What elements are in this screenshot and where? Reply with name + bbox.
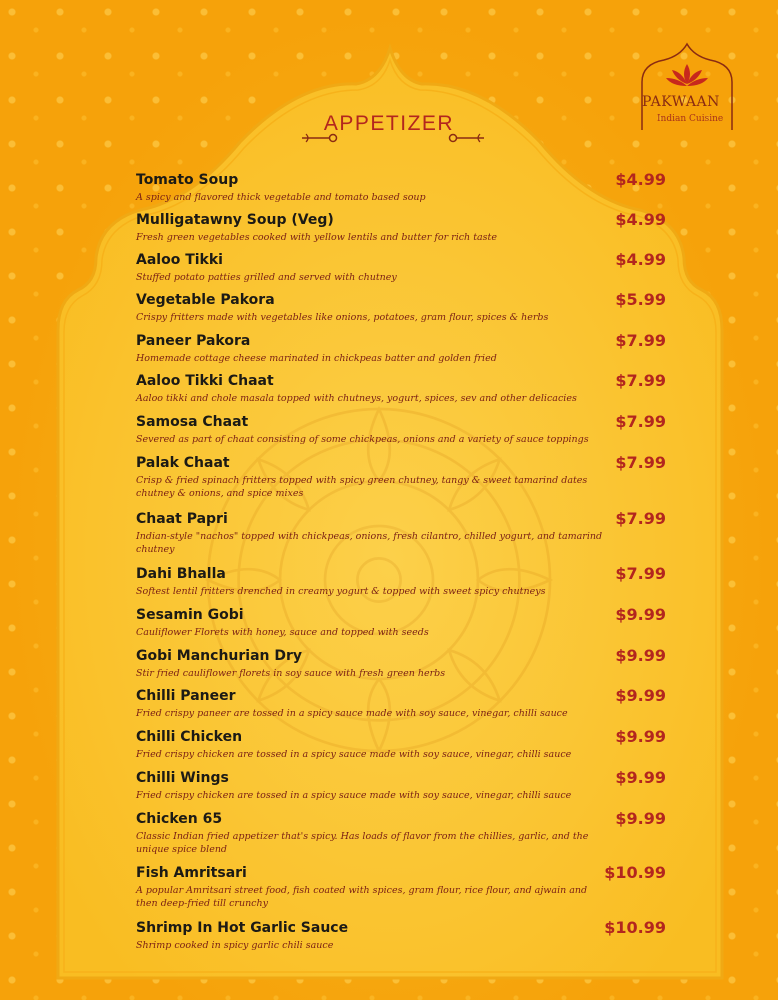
item-description: Severed as part of chaat consisting of some chickpeas, onions and a variety of sauce toppings [136, 434, 589, 445]
item-name: Fish Amritsari [136, 865, 247, 881]
item-name: Palak Chaat [136, 455, 230, 471]
item-name: Tomato Soup [136, 172, 239, 188]
menu-item [136, 212, 666, 244]
menu-item [136, 811, 666, 856]
item-description: Classic Indian fried appetizer that's spicy. Has loads of flavor from the chillies, garlic, and the unique spice blend [136, 831, 589, 855]
item-price: $9.99 [615, 605, 666, 624]
menu-item [136, 770, 666, 802]
item-description: Aaloo tikki and chole masala topped with chutneys, yogurt, spices, sev and other delicacies [136, 393, 577, 404]
item-description: Crisp & fried spinach fritters topped with spicy green chutney, tangy & sweet tamarind dates chutney & onions, and spice mixes [136, 475, 588, 499]
brand-name: PAKWAAN [642, 94, 720, 110]
right-ornament-icon [448, 132, 486, 144]
menu-item [136, 455, 666, 500]
item-description: Shrimp cooked in spicy garlic chili sauce [136, 940, 334, 951]
item-price: $4.99 [615, 170, 666, 189]
item-price: $4.99 [615, 210, 666, 229]
menu-item [136, 865, 666, 910]
item-name: Sesamin Gobi [136, 607, 244, 623]
item-name: Gobi Manchurian Dry [136, 648, 303, 664]
menu-item [136, 333, 666, 365]
item-description: Stir fried cauliflower florets in soy sauce with fresh green herbs [136, 668, 446, 679]
menu-item [136, 920, 666, 952]
item-price: $9.99 [615, 727, 666, 746]
item-name: Aaloo Tikki Chaat [136, 373, 274, 389]
item-description: Stuffed potato patties grilled and served with chutney [136, 272, 397, 283]
item-description: A spicy and flavored thick vegetable and tomato based soup [136, 192, 426, 203]
item-price: $7.99 [615, 564, 666, 583]
item-price: $10.99 [604, 918, 666, 937]
item-description: Fried crispy paneer are tossed in a spicy sauce made with soy sauce, vinegar, chilli sauce [136, 708, 568, 719]
item-name: Chilli Paneer [136, 688, 236, 704]
menu-item [136, 648, 666, 680]
item-name: Shrimp In Hot Garlic Sauce [136, 920, 349, 936]
menu-item [136, 373, 666, 405]
menu-item [136, 252, 666, 284]
item-price: $5.99 [615, 290, 666, 309]
left-ornament-icon [300, 132, 338, 144]
item-description: A popular Amritsari street food, fish coated with spices, gram flour, rice flour, and ajwain and then deep-fried till crunchy [136, 885, 588, 909]
item-description: Cauliflower Florets with honey, sauce and topped with seeds [136, 627, 429, 638]
item-description: Crispy fritters made with vegetables like onions, potatoes, gram flour, spices & herbs [136, 312, 549, 323]
item-name: Chilli Chicken [136, 729, 243, 745]
item-price: $7.99 [615, 371, 666, 390]
item-price: $9.99 [615, 768, 666, 787]
item-price: $4.99 [615, 250, 666, 269]
item-price: $10.99 [604, 863, 666, 882]
item-description: Fried crispy chicken are tossed in a spicy sauce made with soy sauce, vinegar, chilli sauce [136, 749, 572, 760]
item-name: Mulligatawny Soup (Veg) [136, 212, 334, 228]
item-name: Aaloo Tikki [136, 252, 223, 268]
item-description: Fried crispy chicken are tossed in a spicy sauce made with soy sauce, vinegar, chilli sauce [136, 790, 572, 801]
item-name: Chilli Wings [136, 770, 229, 786]
item-price: $7.99 [615, 453, 666, 472]
item-description: Softest lentil fritters drenched in creamy yogurt & topped with sweet spicy chutneys [136, 586, 546, 597]
item-price: $7.99 [615, 412, 666, 431]
item-name: Paneer Pakora [136, 333, 251, 349]
item-name: Samosa Chaat [136, 414, 249, 430]
item-name: Dahi Bhalla [136, 566, 226, 582]
item-description: Fresh green vegetables cooked with yellow lentils and butter for rich taste [136, 232, 497, 243]
menu-item [136, 729, 666, 761]
menu-item [136, 566, 666, 598]
menu-item [136, 511, 666, 556]
item-name: Vegetable Pakora [136, 292, 275, 308]
item-description: Homemade cottage cheese marinated in chickpeas batter and golden fried [136, 353, 497, 364]
item-price: $9.99 [615, 809, 666, 828]
menu-item [136, 607, 666, 639]
menu-item [136, 172, 666, 204]
section-title: APPETIZER [323, 112, 455, 135]
item-name: Chaat Papri [136, 511, 228, 527]
item-price: $9.99 [615, 686, 666, 705]
menu-item [136, 688, 666, 720]
menu-item [136, 414, 666, 446]
item-description: Indian-style "nachos" topped with chickpeas, onions, fresh cilantro, chilled yogurt, and tamarind chutney [136, 531, 603, 555]
section-heading [0, 112, 778, 136]
item-price: $7.99 [615, 331, 666, 350]
menu-item [136, 292, 666, 324]
item-name: Chicken 65 [136, 811, 223, 827]
item-price: $9.99 [615, 646, 666, 665]
brand-tagline: Indian Cuisine [657, 114, 724, 124]
item-price: $7.99 [615, 509, 666, 528]
